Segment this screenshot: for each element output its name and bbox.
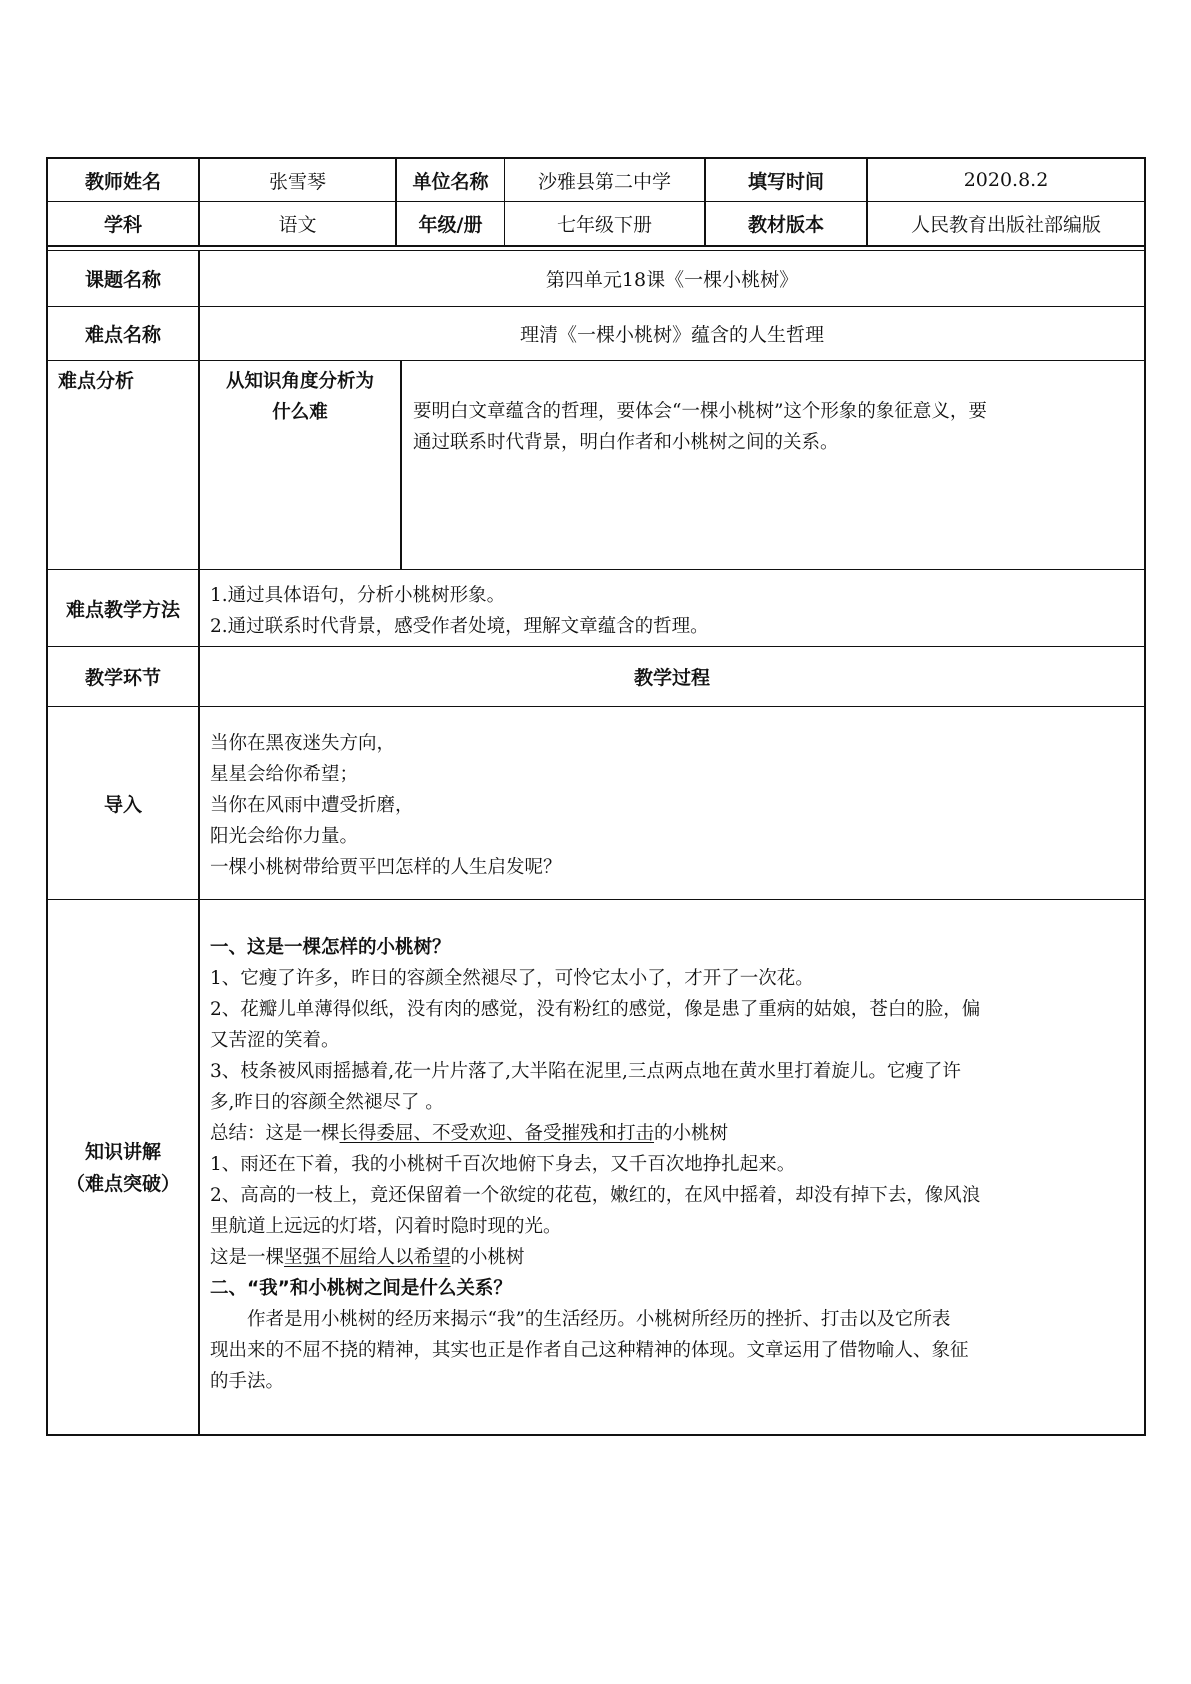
intro-content (210, 728, 562, 883)
knowledge-p6c: 的手法。 (210, 1371, 285, 1392)
label-grade: 年级/册 (418, 214, 483, 236)
analysis-sub-label (200, 366, 400, 428)
intro-line2: 星星会给你希望； (210, 764, 359, 785)
label-intro: 导入 (103, 793, 142, 816)
value-school: 沙雅县第二中学 (537, 170, 671, 193)
value-subject: 语文 (278, 214, 317, 236)
value-difficulty-name: 理清《一棵小桃树》蕴含的人生哲理 (519, 324, 824, 346)
analysis-content (413, 396, 987, 458)
value-fill-date: 2020.8.2 (963, 169, 1049, 191)
knowledge-p6a: 作者是用小桃树的经历来揭示“我”的生活经历。小桃树所经历的挫折、打击以及它所表 (247, 1309, 951, 1330)
label-teaching-stage: 教学环节 (84, 667, 161, 689)
summary1-prefix: 总结：这是一棵 (210, 1123, 340, 1144)
knowledge-content (210, 932, 1140, 1397)
label-school: 单位名称 (412, 170, 489, 193)
label-knowledge-line2: （难点突破） (65, 1173, 180, 1195)
knowledge-p4: 1、雨还在下着，我的小桃树千百次地俯下身去，又千百次地挣扎起来。 (210, 1154, 796, 1175)
teaching-method-content (210, 580, 709, 642)
label-knowledge (48, 1136, 198, 1200)
analysis-sub-label-line2: 什么难 (272, 402, 328, 423)
knowledge-p3b: 多,昨日的容颜全然褪尽了 。 (210, 1092, 444, 1113)
summary2-underlined: 坚强不屈给人以希望 (284, 1247, 451, 1268)
analysis-content-line2: 通过联系时代背景，明白作者和小桃树之间的关系。 (413, 432, 839, 453)
knowledge-p2b: 又苦涩的笑着。 (210, 1030, 340, 1051)
intro-line4: 阳光会给你力量。 (210, 826, 359, 847)
label-lesson-title: 课题名称 (84, 269, 161, 291)
summary1-underlined: 长得委屈、不受欢迎、备受摧残和打击 (339, 1123, 655, 1144)
label-teaching-process: 教学过程 (633, 667, 710, 689)
teaching-method-line1: 1.通过具体语句，分析小桃树形象。 (210, 585, 506, 606)
value-grade: 七年级下册 (556, 214, 652, 236)
knowledge-p5b: 里航道上远远的灯塔，闪着时隐时现的光。 (210, 1216, 562, 1237)
label-difficulty-name: 难点名称 (84, 324, 161, 346)
label-knowledge-line1: 知识讲解 (84, 1141, 161, 1163)
value-teacher-name: 张雪琴 (268, 170, 326, 193)
knowledge-p6b: 现出来的不屈不挠的精神，其实也正是作者自己这种精神的体现。文章运用了借物喻人、象征 (210, 1340, 969, 1361)
intro-line3: 当你在风雨中遭受折磨， (210, 795, 414, 816)
label-teaching-method: 难点教学方法 (65, 598, 180, 621)
value-textbook-edition: 人民教育出版社部编版 (910, 214, 1101, 236)
summary2-prefix: 这是一棵 (210, 1247, 285, 1268)
knowledge-p5a: 2、高高的一枝上，竟还保留着一个欲绽的花苞，嫩红的，在风中摇着，却没有掉下去，像风浪 (210, 1185, 981, 1206)
knowledge-p2a: 2、花瓣儿单薄得似纸，没有肉的感觉，没有粉红的感觉，像是患了重病的姑娘，苍白的脸，偏 (210, 999, 981, 1020)
knowledge-summary2 (210, 1242, 1140, 1273)
knowledge-p3a: 3、枝条被风雨摇撼着,花一片片落了,大半陷在泥里,三点两点地在黄水里打着旋儿。它瘦了许 (210, 1061, 961, 1082)
label-fill-date: 填写时间 (747, 170, 824, 193)
intro-line1: 当你在黑夜迷失方向， (210, 733, 396, 754)
teaching-method-line2: 2.通过联系时代背景，感受作者处境，理解文章蕴含的哲理。 (210, 616, 709, 637)
analysis-sub-label-line1: 从知识角度分析为 (225, 371, 374, 392)
knowledge-p1: 1、它瘦了许多，昨日的容颜全然褪尽了，可怜它太小了，才开了一次花。 (210, 968, 814, 989)
summary2-suffix: 的小桃树 (450, 1247, 525, 1268)
label-teacher-name: 教师姓名 (84, 170, 161, 193)
label-difficulty-analysis: 难点分析 (58, 370, 135, 392)
label-textbook-edition: 教材版本 (747, 214, 824, 236)
knowledge-heading2: 二、“我”和小桃树之间是什么关系？ (210, 1278, 512, 1299)
value-lesson-title: 第四单元18课《一棵小桃树》 (545, 269, 799, 291)
knowledge-heading1: 一、这是一棵怎样的小桃树？ (210, 937, 451, 958)
label-subject: 学科 (103, 214, 142, 236)
intro-line5: 一棵小桃树带给贾平凹怎样的人生启发呢？ (210, 857, 562, 878)
analysis-content-line1: 要明白文章蕴含的哲理，要体会“一棵小桃树”这个形象的象征意义，要 (413, 401, 987, 422)
knowledge-summary1 (210, 1118, 1140, 1149)
summary1-suffix: 的小桃树 (654, 1123, 729, 1144)
